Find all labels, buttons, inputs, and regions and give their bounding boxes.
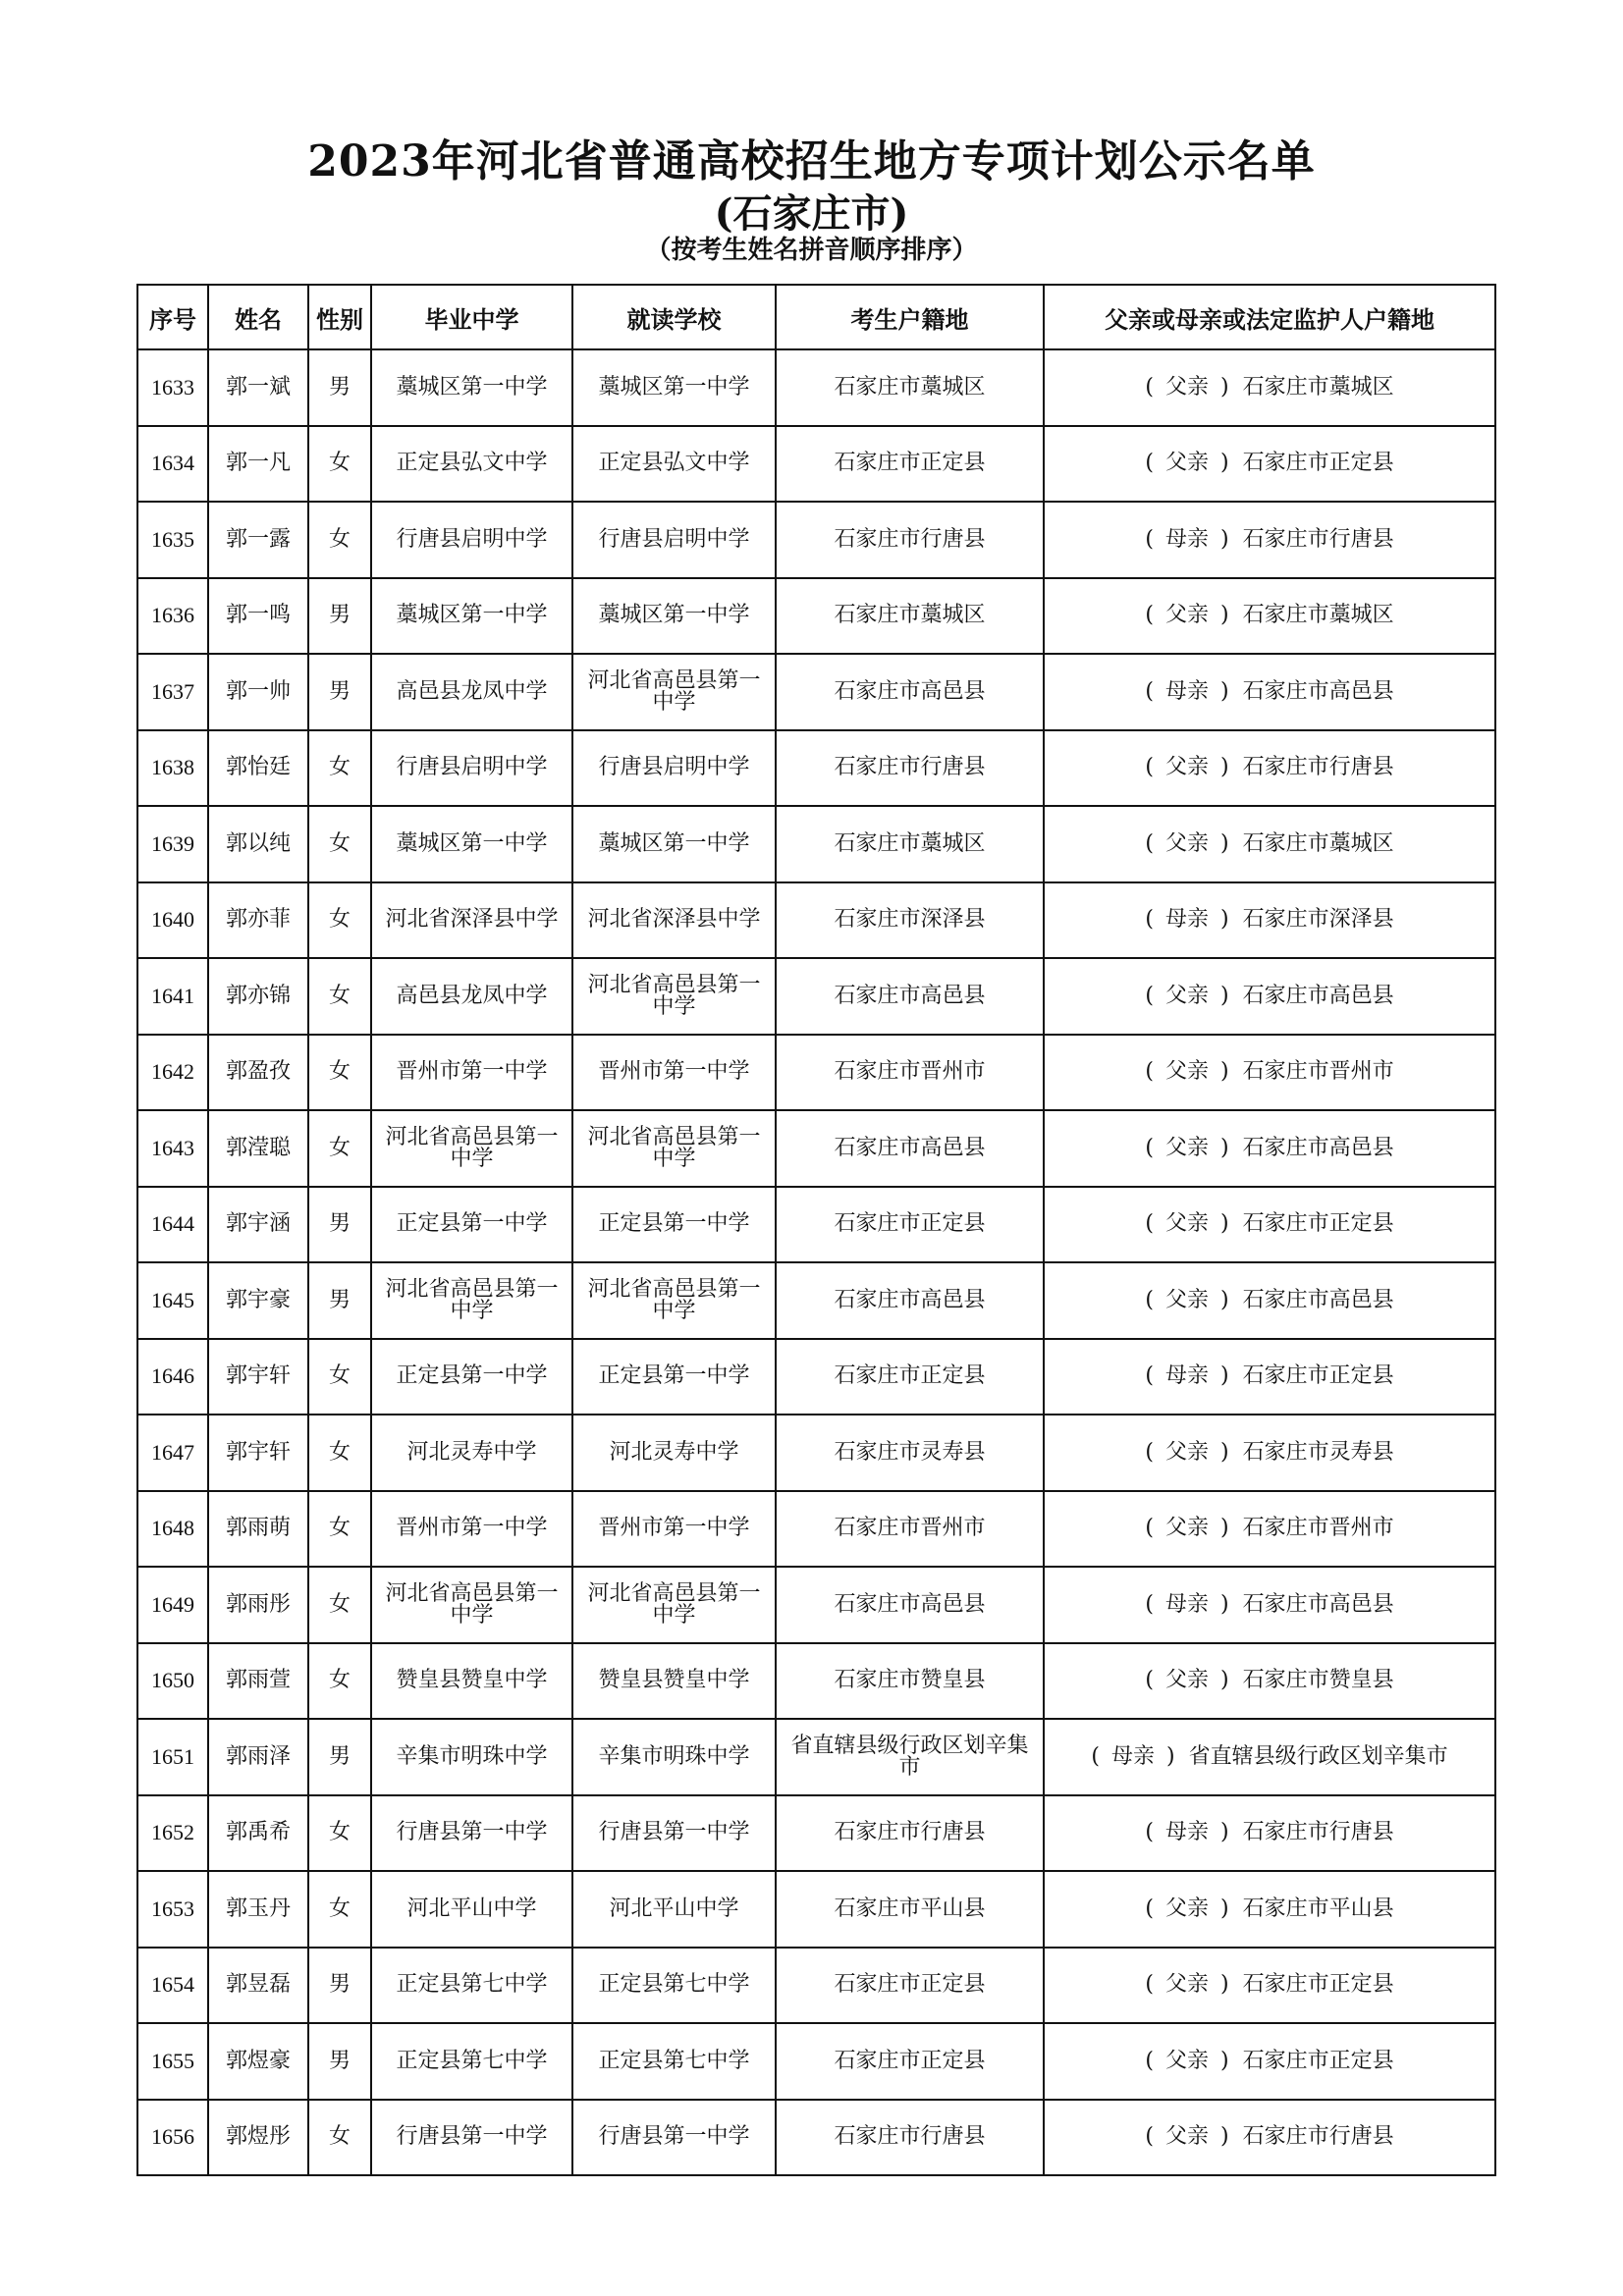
table-row bbox=[137, 502, 1495, 578]
cell-name: 郭亦锦 bbox=[208, 958, 308, 1035]
cell-parent-hukou bbox=[1044, 1643, 1495, 1720]
cell-grad-school: 藁城区第一中学 bbox=[371, 578, 572, 655]
cell-hukou: 石家庄市正定县 bbox=[776, 1187, 1044, 1263]
cell-parent-hukou bbox=[1044, 1415, 1495, 1491]
table-row bbox=[137, 730, 1495, 807]
cell-hukou: 石家庄市高邑县 bbox=[776, 958, 1044, 1035]
cell-name: 郭雨泽 bbox=[208, 1719, 308, 1795]
cell-grad-school: 高邑县龙凤中学 bbox=[371, 958, 572, 1035]
relation-text: 父亲 bbox=[1164, 451, 1209, 476]
table-row bbox=[137, 1339, 1495, 1415]
cell-current-school: 河北省高邑县第一中学 bbox=[572, 1110, 776, 1187]
cell-gender: 男 bbox=[308, 1187, 371, 1263]
cell-grad-school: 藁城区第一中学 bbox=[371, 349, 572, 426]
cell-grad-school: 正定县第七中学 bbox=[371, 1948, 572, 2024]
relation-text: 父亲 bbox=[1164, 1516, 1209, 1541]
cell-name: 郭禹希 bbox=[208, 1795, 308, 1872]
cell-name: 郭一露 bbox=[208, 502, 308, 578]
cell-gender: 男 bbox=[308, 1719, 371, 1795]
cell-gender: 女 bbox=[308, 1567, 371, 1643]
relation-label: ( 父亲 ) bbox=[1145, 1135, 1229, 1160]
cell-seq: 1638 bbox=[137, 730, 208, 807]
parent-hukou-text: 石家庄市赞皇县 bbox=[1242, 1668, 1394, 1693]
parent-hukou-text: 石家庄市灵寿县 bbox=[1242, 1439, 1394, 1465]
relation-label: ( 父亲 ) bbox=[1145, 2124, 1229, 2150]
parent-hukou-text: 石家庄市藁城区 bbox=[1242, 374, 1394, 400]
cell-parent-hukou bbox=[1044, 578, 1495, 655]
header-parent-hukou: 父亲或母亲或法定监护人户籍地 bbox=[1044, 285, 1495, 349]
relation-label: ( 父亲 ) bbox=[1145, 451, 1229, 476]
cell-current-school: 赞皇县赞皇中学 bbox=[572, 1643, 776, 1720]
relation-text: 父亲 bbox=[1164, 1439, 1209, 1465]
cell-grad-school: 正定县第七中学 bbox=[371, 2023, 572, 2100]
parent-hukou-text: 石家庄市高邑县 bbox=[1242, 678, 1394, 704]
relation-text: 父亲 bbox=[1164, 2124, 1209, 2150]
cell-seq: 1649 bbox=[137, 1567, 208, 1643]
parent-hukou-text: 石家庄市高邑县 bbox=[1242, 1135, 1394, 1160]
cell-parent-hukou bbox=[1044, 426, 1495, 503]
cell-gender: 男 bbox=[308, 1262, 371, 1339]
document-sort-note: （按考生姓名拼音顺序排序） bbox=[645, 236, 978, 265]
cell-hukou: 石家庄市高邑县 bbox=[776, 1262, 1044, 1339]
cell-current-school: 河北省高邑县第一中学 bbox=[572, 1262, 776, 1339]
cell-parent-hukou bbox=[1044, 730, 1495, 807]
relation-text: 母亲 bbox=[1164, 526, 1209, 552]
cell-current-school: 河北平山中学 bbox=[572, 1871, 776, 1948]
parent-hukou-text: 石家庄市行唐县 bbox=[1242, 2124, 1394, 2150]
relation-text: 母亲 bbox=[1164, 1591, 1209, 1617]
cell-current-school: 河北省深泽县中学 bbox=[572, 882, 776, 959]
cell-gender: 女 bbox=[308, 1491, 371, 1568]
table-row bbox=[137, 1643, 1495, 1720]
relation-text: 父亲 bbox=[1164, 374, 1209, 400]
cell-current-school: 晋州市第一中学 bbox=[572, 1035, 776, 1111]
relation-label: ( 父亲 ) bbox=[1145, 1896, 1229, 1921]
relation-label: ( 父亲 ) bbox=[1145, 374, 1229, 400]
cell-seq: 1636 bbox=[137, 578, 208, 655]
relation-text: 父亲 bbox=[1164, 603, 1209, 628]
cell-parent-hukou bbox=[1044, 2100, 1495, 2176]
cell-hukou: 石家庄市平山县 bbox=[776, 1871, 1044, 1948]
relation-text: 母亲 bbox=[1110, 1743, 1155, 1769]
cell-hukou: 石家庄市藁城区 bbox=[776, 578, 1044, 655]
cell-seq: 1645 bbox=[137, 1262, 208, 1339]
cell-seq: 1635 bbox=[137, 502, 208, 578]
cell-hukou: 石家庄市深泽县 bbox=[776, 882, 1044, 959]
cell-name: 郭雨彤 bbox=[208, 1567, 308, 1643]
cell-gender: 男 bbox=[308, 349, 371, 426]
parent-hukou-text: 石家庄市藁城区 bbox=[1242, 830, 1394, 856]
relation-label: ( 父亲 ) bbox=[1145, 983, 1229, 1008]
cell-name: 郭宇豪 bbox=[208, 1262, 308, 1339]
cell-parent-hukou bbox=[1044, 1567, 1495, 1643]
cell-hukou: 石家庄市正定县 bbox=[776, 1948, 1044, 2024]
cell-gender: 女 bbox=[308, 882, 371, 959]
relation-label: ( 母亲 ) bbox=[1145, 1363, 1229, 1389]
parent-hukou-text: 石家庄市行唐县 bbox=[1242, 1820, 1394, 1845]
cell-name: 郭滢聪 bbox=[208, 1110, 308, 1187]
cell-hukou: 石家庄市晋州市 bbox=[776, 1035, 1044, 1111]
cell-current-school: 河北省高邑县第一中学 bbox=[572, 1567, 776, 1643]
header-gender: 性别 bbox=[308, 285, 371, 349]
relation-text: 父亲 bbox=[1164, 1896, 1209, 1921]
cell-parent-hukou bbox=[1044, 1491, 1495, 1568]
cell-gender: 女 bbox=[308, 1643, 371, 1720]
cell-name: 郭一鸣 bbox=[208, 578, 308, 655]
cell-current-school: 正定县第一中学 bbox=[572, 1187, 776, 1263]
cell-gender: 女 bbox=[308, 1035, 371, 1111]
cell-current-school: 藁城区第一中学 bbox=[572, 806, 776, 882]
cell-hukou: 石家庄市高邑县 bbox=[776, 1567, 1044, 1643]
cell-name: 郭以纯 bbox=[208, 806, 308, 882]
relation-text: 父亲 bbox=[1164, 1211, 1209, 1237]
relation-label: ( 父亲 ) bbox=[1145, 755, 1229, 780]
cell-grad-school: 辛集市明珠中学 bbox=[371, 1719, 572, 1795]
table-row bbox=[137, 1871, 1495, 1948]
relation-label: ( 父亲 ) bbox=[1145, 1059, 1229, 1085]
cell-parent-hukou bbox=[1044, 1262, 1495, 1339]
cell-gender: 女 bbox=[308, 502, 371, 578]
document-subtitle: (石家庄市) bbox=[714, 190, 909, 237]
header-name: 姓名 bbox=[208, 285, 308, 349]
relation-text: 父亲 bbox=[1164, 1135, 1209, 1160]
cell-gender: 女 bbox=[308, 1795, 371, 1872]
cell-parent-hukou bbox=[1044, 654, 1495, 730]
parent-hukou-text: 石家庄市正定县 bbox=[1242, 1363, 1394, 1389]
cell-current-school: 辛集市明珠中学 bbox=[572, 1719, 776, 1795]
cell-seq: 1641 bbox=[137, 958, 208, 1035]
cell-grad-school: 行唐县启明中学 bbox=[371, 730, 572, 807]
cell-name: 郭昱磊 bbox=[208, 1948, 308, 2024]
cell-name: 郭宇轩 bbox=[208, 1339, 308, 1415]
cell-parent-hukou bbox=[1044, 958, 1495, 1035]
cell-current-school: 正定县弘文中学 bbox=[572, 426, 776, 503]
table-row bbox=[137, 349, 1495, 426]
cell-seq: 1646 bbox=[137, 1339, 208, 1415]
cell-gender: 女 bbox=[308, 2100, 371, 2176]
table-row bbox=[137, 1187, 1495, 1263]
cell-current-school: 行唐县启明中学 bbox=[572, 730, 776, 807]
header-seq: 序号 bbox=[137, 285, 208, 349]
cell-grad-school: 河北灵寿中学 bbox=[371, 1415, 572, 1491]
cell-gender: 女 bbox=[308, 958, 371, 1035]
relation-label: ( 母亲 ) bbox=[1091, 1743, 1175, 1769]
cell-seq: 1648 bbox=[137, 1491, 208, 1568]
table-row bbox=[137, 654, 1495, 730]
cell-hukou: 石家庄市正定县 bbox=[776, 1339, 1044, 1415]
cell-seq: 1655 bbox=[137, 2023, 208, 2100]
parent-hukou-text: 石家庄市藁城区 bbox=[1242, 603, 1394, 628]
cell-current-school: 河北灵寿中学 bbox=[572, 1415, 776, 1491]
cell-grad-school: 藁城区第一中学 bbox=[371, 806, 572, 882]
cell-grad-school: 河北省高邑县第一中学 bbox=[371, 1110, 572, 1187]
cell-name: 郭煜彤 bbox=[208, 2100, 308, 2176]
parent-hukou-text: 石家庄市正定县 bbox=[1242, 1211, 1394, 1237]
cell-name: 郭宇涵 bbox=[208, 1187, 308, 1263]
cell-name: 郭雨萱 bbox=[208, 1643, 308, 1720]
cell-grad-school: 河北省高邑县第一中学 bbox=[371, 1262, 572, 1339]
parent-hukou-text: 石家庄市正定县 bbox=[1242, 451, 1394, 476]
table-row bbox=[137, 1035, 1495, 1111]
cell-hukou: 石家庄市行唐县 bbox=[776, 1795, 1044, 1872]
cell-grad-school: 河北省高邑县第一中学 bbox=[371, 1567, 572, 1643]
cell-grad-school: 行唐县启明中学 bbox=[371, 502, 572, 578]
relation-text: 母亲 bbox=[1164, 678, 1209, 704]
cell-grad-school: 晋州市第一中学 bbox=[371, 1035, 572, 1111]
cell-name: 郭玉丹 bbox=[208, 1871, 308, 1948]
cell-gender: 女 bbox=[308, 730, 371, 807]
table-row bbox=[137, 882, 1495, 959]
header-current-school: 就读学校 bbox=[572, 285, 776, 349]
cell-hukou: 石家庄市灵寿县 bbox=[776, 1415, 1044, 1491]
cell-gender: 男 bbox=[308, 1948, 371, 2024]
relation-label: ( 父亲 ) bbox=[1145, 1211, 1229, 1237]
parent-hukou-text: 石家庄市晋州市 bbox=[1242, 1059, 1394, 1085]
relation-label: ( 父亲 ) bbox=[1145, 1287, 1229, 1312]
cell-current-school: 晋州市第一中学 bbox=[572, 1491, 776, 1568]
cell-seq: 1637 bbox=[137, 654, 208, 730]
relation-text: 母亲 bbox=[1164, 1820, 1209, 1845]
header-hukou: 考生户籍地 bbox=[776, 285, 1044, 349]
relation-text: 父亲 bbox=[1164, 1972, 1209, 1998]
cell-name: 郭一凡 bbox=[208, 426, 308, 503]
relation-label: ( 父亲 ) bbox=[1145, 1516, 1229, 1541]
cell-grad-school: 赞皇县赞皇中学 bbox=[371, 1643, 572, 1720]
cell-name: 郭亦菲 bbox=[208, 882, 308, 959]
cell-parent-hukou bbox=[1044, 1187, 1495, 1263]
cell-gender: 女 bbox=[308, 1415, 371, 1491]
cell-parent-hukou bbox=[1044, 1948, 1495, 2024]
cell-seq: 1640 bbox=[137, 882, 208, 959]
cell-seq: 1656 bbox=[137, 2100, 208, 2176]
cell-current-school: 行唐县第一中学 bbox=[572, 1795, 776, 1872]
relation-label: ( 父亲 ) bbox=[1145, 830, 1229, 856]
parent-hukou-text: 石家庄市正定县 bbox=[1242, 1972, 1394, 1998]
relation-label: ( 父亲 ) bbox=[1145, 2048, 1229, 2073]
cell-grad-school: 河北平山中学 bbox=[371, 1871, 572, 1948]
relation-text: 母亲 bbox=[1164, 1363, 1209, 1389]
cell-hukou: 省直辖县级行政区划辛集市 bbox=[776, 1719, 1044, 1795]
cell-gender: 男 bbox=[308, 2023, 371, 2100]
relation-text: 父亲 bbox=[1164, 1287, 1209, 1312]
cell-parent-hukou bbox=[1044, 882, 1495, 959]
relation-label: ( 母亲 ) bbox=[1145, 1591, 1229, 1617]
cell-current-school: 正定县第一中学 bbox=[572, 1339, 776, 1415]
table-row bbox=[137, 1491, 1495, 1568]
table-body bbox=[137, 349, 1495, 2175]
cell-gender: 女 bbox=[308, 806, 371, 882]
cell-parent-hukou bbox=[1044, 806, 1495, 882]
relation-label: ( 母亲 ) bbox=[1145, 678, 1229, 704]
cell-hukou: 石家庄市行唐县 bbox=[776, 2100, 1044, 2176]
cell-gender: 男 bbox=[308, 654, 371, 730]
cell-gender: 女 bbox=[308, 1339, 371, 1415]
cell-parent-hukou bbox=[1044, 1110, 1495, 1187]
cell-seq: 1644 bbox=[137, 1187, 208, 1263]
relation-label: ( 父亲 ) bbox=[1145, 1972, 1229, 1998]
relation-text: 父亲 bbox=[1164, 1059, 1209, 1085]
roster-table bbox=[136, 284, 1496, 2176]
cell-parent-hukou bbox=[1044, 502, 1495, 578]
cell-grad-school: 河北省深泽县中学 bbox=[371, 882, 572, 959]
cell-seq: 1643 bbox=[137, 1110, 208, 1187]
table-row bbox=[137, 806, 1495, 882]
cell-name: 郭煜豪 bbox=[208, 2023, 308, 2100]
cell-hukou: 石家庄市行唐县 bbox=[776, 730, 1044, 807]
header-grad-school: 毕业中学 bbox=[371, 285, 572, 349]
parent-hukou-text: 石家庄市晋州市 bbox=[1242, 1516, 1394, 1541]
cell-parent-hukou bbox=[1044, 349, 1495, 426]
cell-seq: 1653 bbox=[137, 1871, 208, 1948]
relation-label: ( 母亲 ) bbox=[1145, 1820, 1229, 1845]
cell-seq: 1633 bbox=[137, 349, 208, 426]
cell-hukou: 石家庄市行唐县 bbox=[776, 502, 1044, 578]
cell-current-school: 正定县第七中学 bbox=[572, 2023, 776, 2100]
cell-seq: 1650 bbox=[137, 1643, 208, 1720]
parent-hukou-text: 石家庄市高邑县 bbox=[1242, 1287, 1394, 1312]
cell-hukou: 石家庄市高邑县 bbox=[776, 654, 1044, 730]
cell-gender: 女 bbox=[308, 426, 371, 503]
cell-parent-hukou bbox=[1044, 1719, 1495, 1795]
document-title: 2023年河北省普通高校招生地方专项计划公示名单 bbox=[307, 136, 1316, 187]
cell-grad-school: 晋州市第一中学 bbox=[371, 1491, 572, 1568]
cell-parent-hukou bbox=[1044, 1795, 1495, 1872]
cell-seq: 1639 bbox=[137, 806, 208, 882]
cell-current-school: 藁城区第一中学 bbox=[572, 349, 776, 426]
parent-hukou-text: 石家庄市高邑县 bbox=[1242, 1591, 1394, 1617]
relation-text: 父亲 bbox=[1164, 755, 1209, 780]
table-row bbox=[137, 1719, 1495, 1795]
table-row bbox=[137, 1415, 1495, 1491]
cell-seq: 1634 bbox=[137, 426, 208, 503]
cell-parent-hukou bbox=[1044, 1339, 1495, 1415]
cell-hukou: 石家庄市正定县 bbox=[776, 2023, 1044, 2100]
cell-hukou: 石家庄市正定县 bbox=[776, 426, 1044, 503]
cell-name: 郭盈孜 bbox=[208, 1035, 308, 1111]
relation-text: 父亲 bbox=[1164, 1668, 1209, 1693]
cell-hukou: 石家庄市藁城区 bbox=[776, 349, 1044, 426]
cell-current-school: 正定县第七中学 bbox=[572, 1948, 776, 2024]
cell-current-school: 河北省高邑县第一中学 bbox=[572, 958, 776, 1035]
cell-current-school: 行唐县第一中学 bbox=[572, 2100, 776, 2176]
cell-parent-hukou bbox=[1044, 2023, 1495, 2100]
parent-hukou-text: 石家庄市高邑县 bbox=[1242, 983, 1394, 1008]
parent-hukou-text: 石家庄市行唐县 bbox=[1242, 755, 1394, 780]
parent-hukou-text: 石家庄市深泽县 bbox=[1242, 907, 1394, 933]
table-row bbox=[137, 958, 1495, 1035]
relation-label: ( 父亲 ) bbox=[1145, 603, 1229, 628]
relation-label: ( 母亲 ) bbox=[1145, 907, 1229, 933]
cell-parent-hukou bbox=[1044, 1871, 1495, 1948]
cell-seq: 1642 bbox=[137, 1035, 208, 1111]
cell-hukou: 石家庄市赞皇县 bbox=[776, 1643, 1044, 1720]
cell-name: 郭怡廷 bbox=[208, 730, 308, 807]
table-row bbox=[137, 1262, 1495, 1339]
cell-name: 郭一斌 bbox=[208, 349, 308, 426]
table-header-row bbox=[137, 285, 1495, 349]
cell-grad-school: 高邑县龙凤中学 bbox=[371, 654, 572, 730]
cell-seq: 1654 bbox=[137, 1948, 208, 2024]
relation-text: 父亲 bbox=[1164, 983, 1209, 1008]
table-row bbox=[137, 1567, 1495, 1643]
cell-gender: 女 bbox=[308, 1871, 371, 1948]
cell-grad-school: 正定县第一中学 bbox=[371, 1187, 572, 1263]
relation-label: ( 父亲 ) bbox=[1145, 1668, 1229, 1693]
relation-label: ( 母亲 ) bbox=[1145, 526, 1229, 552]
parent-hukou-text: 石家庄市正定县 bbox=[1242, 2048, 1394, 2073]
table-row bbox=[137, 1948, 1495, 2024]
cell-parent-hukou bbox=[1044, 1035, 1495, 1111]
cell-hukou: 石家庄市高邑县 bbox=[776, 1110, 1044, 1187]
cell-grad-school: 行唐县第一中学 bbox=[371, 2100, 572, 2176]
cell-hukou: 石家庄市藁城区 bbox=[776, 806, 1044, 882]
cell-gender: 男 bbox=[308, 578, 371, 655]
table-row bbox=[137, 1795, 1495, 1872]
cell-name: 郭雨萌 bbox=[208, 1491, 308, 1568]
cell-seq: 1652 bbox=[137, 1795, 208, 1872]
table-row bbox=[137, 2023, 1495, 2100]
table-row bbox=[137, 578, 1495, 655]
cell-grad-school: 行唐县第一中学 bbox=[371, 1795, 572, 1872]
relation-text: 父亲 bbox=[1164, 830, 1209, 856]
cell-current-school: 行唐县启明中学 bbox=[572, 502, 776, 578]
cell-seq: 1647 bbox=[137, 1415, 208, 1491]
cell-name: 郭一帅 bbox=[208, 654, 308, 730]
table-row bbox=[137, 1110, 1495, 1187]
cell-grad-school: 正定县第一中学 bbox=[371, 1339, 572, 1415]
relation-text: 母亲 bbox=[1164, 907, 1209, 933]
cell-gender: 女 bbox=[308, 1110, 371, 1187]
parent-hukou-text: 石家庄市行唐县 bbox=[1242, 526, 1394, 552]
table-row bbox=[137, 426, 1495, 503]
table-row bbox=[137, 2100, 1495, 2176]
parent-hukou-text: 石家庄市平山县 bbox=[1242, 1896, 1394, 1921]
cell-hukou: 石家庄市晋州市 bbox=[776, 1491, 1044, 1568]
cell-name: 郭宇轩 bbox=[208, 1415, 308, 1491]
cell-current-school: 河北省高邑县第一中学 bbox=[572, 654, 776, 730]
cell-seq: 1651 bbox=[137, 1719, 208, 1795]
relation-text: 父亲 bbox=[1164, 2048, 1209, 2073]
cell-grad-school: 正定县弘文中学 bbox=[371, 426, 572, 503]
parent-hukou-text: 省直辖县级行政区划辛集市 bbox=[1188, 1743, 1448, 1769]
cell-current-school: 藁城区第一中学 bbox=[572, 578, 776, 655]
relation-label: ( 父亲 ) bbox=[1145, 1439, 1229, 1465]
